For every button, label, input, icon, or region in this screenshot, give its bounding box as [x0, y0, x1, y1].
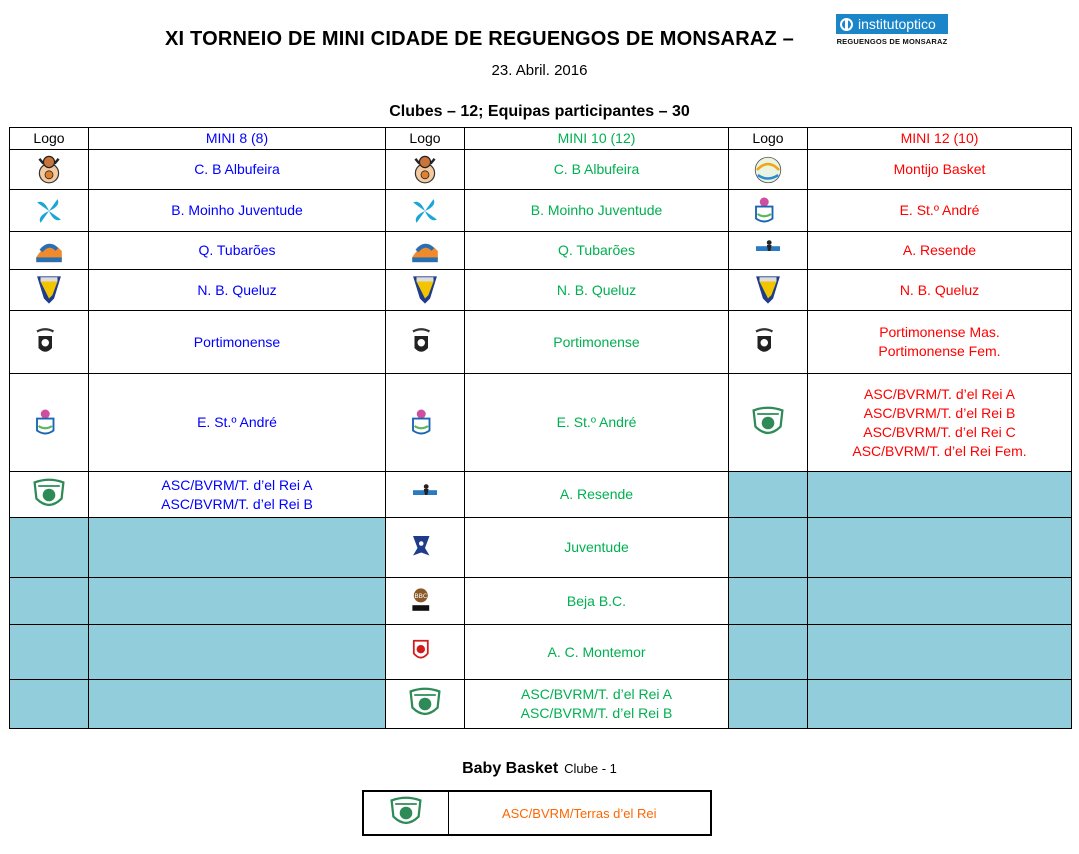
logo-cell [386, 472, 465, 518]
queluz-icon [751, 281, 785, 297]
logo-cell [729, 270, 808, 311]
team-name: B. Moinho Juventude [530, 202, 663, 218]
logo-cell [386, 190, 465, 232]
logo-cell [729, 625, 808, 680]
logo-cell [10, 578, 89, 625]
table-row [10, 311, 1072, 374]
logo-cell [10, 680, 89, 729]
table-row [10, 680, 1072, 729]
team-name: E. St.º André [556, 414, 637, 430]
team-name: N. B. Queluz [899, 281, 980, 298]
team-cell [89, 625, 386, 680]
team-name: C. B Albufeira [553, 161, 640, 177]
team-name: A. C. Montemor [547, 643, 646, 660]
team-name: ASC/BVRM/T. d’el Rei Fem. [852, 442, 1027, 459]
baby-basket-heading: Baby Basket Clube - 1 [462, 760, 617, 777]
team-cell [808, 190, 1072, 232]
resende-icon [746, 241, 790, 257]
portimonense-icon [34, 333, 64, 349]
team-name: ASC/BVRM/T. d’el Rei A [521, 686, 672, 702]
team-name: ASC/BVRM/T. d’el Rei A [864, 385, 1015, 402]
team-name: Montijo Basket [893, 161, 986, 177]
logo-cell [386, 150, 465, 190]
header-logo: Logo [386, 128, 465, 150]
team-cell [89, 472, 386, 518]
team-cell [89, 578, 386, 625]
team-cell [465, 374, 729, 472]
queluz-icon [32, 281, 66, 297]
table-row [10, 625, 1072, 680]
team-cell [808, 518, 1072, 578]
team-cell [465, 270, 729, 311]
team-cell [808, 578, 1072, 625]
asc-icon [407, 695, 443, 711]
team-cell [465, 150, 729, 190]
logo-cell [386, 232, 465, 270]
team-cell [808, 472, 1072, 518]
team-name: E. St.º André [899, 202, 980, 218]
table-row [10, 518, 1072, 578]
team-name: A. Resende [902, 242, 977, 258]
logo-cell [386, 374, 465, 472]
montemor-icon [411, 643, 439, 659]
institutoptico-logo-icon [840, 18, 853, 31]
institutoptico-logo: institutoptico REGUENGOS DE MONSARAZ [836, 16, 948, 46]
team-name: ASC/BVRM/T. d’el Rei C [863, 423, 1016, 440]
team-name: Portimonense [553, 333, 640, 350]
beja-icon [411, 592, 439, 608]
logo-cell [729, 311, 808, 374]
team-cell [808, 680, 1072, 729]
logo-cell [729, 150, 808, 190]
team-name: Q. Tubarões [198, 242, 276, 258]
logo-cell [10, 270, 89, 311]
page-title: XI TORNEIO DE MINI CIDADE DE REGUENGOS DE MONSARAZ – [165, 28, 794, 50]
event-date: 23. Abril. 2016 [491, 62, 588, 79]
logo-cell [10, 472, 89, 518]
logo-cell [729, 518, 808, 578]
logo-cell [386, 270, 465, 311]
asc-icon [750, 413, 786, 429]
logo-cell [10, 518, 89, 578]
logo-cell [729, 232, 808, 270]
logo-cell [386, 578, 465, 625]
clubs-summary: Clubes – 12; Equipas participantes – 30 [389, 103, 690, 120]
svg-text:BBC: BBC [414, 593, 428, 601]
team-name: Portimonense Fem. [878, 343, 1001, 359]
team-name: Q. Tubarões [557, 242, 636, 258]
team-cell [808, 232, 1072, 270]
team-cell [89, 311, 386, 374]
team-name: A. Resende [559, 486, 634, 502]
logo-cell [10, 190, 89, 232]
team-cell [465, 232, 729, 270]
team-cell [89, 518, 386, 578]
team-cell [465, 518, 729, 578]
resende-icon [403, 485, 447, 501]
team-cell [89, 374, 386, 472]
team-name: B. Moinho Juventude [171, 202, 303, 218]
portimonense-icon [753, 333, 783, 349]
team-cell [465, 578, 729, 625]
team-name: Portimonense [193, 333, 281, 350]
tubaroes-icon [405, 241, 445, 257]
moinho-icon [30, 201, 68, 217]
team-cell [89, 232, 386, 270]
standre-icon [410, 413, 440, 429]
asc-icon [31, 485, 67, 501]
albufeira-icon [33, 160, 65, 176]
portimonense-icon [410, 333, 440, 349]
team-cell [808, 270, 1072, 311]
team-cell [465, 311, 729, 374]
tubaroes-icon [29, 241, 69, 257]
logo-cell [10, 232, 89, 270]
logo-cell [729, 578, 808, 625]
team-cell [89, 680, 386, 729]
team-cell [808, 374, 1072, 472]
team-name: C. B Albufeira [194, 161, 280, 177]
header-mini10: MINI 10 (12) [465, 128, 729, 150]
standre-icon [753, 201, 783, 217]
team-name: N. B. Queluz [556, 281, 637, 298]
logo-cell [386, 625, 465, 680]
logo-cell [729, 472, 808, 518]
table-row [10, 190, 1072, 232]
logo-cell [386, 518, 465, 578]
baby-team-name: ASC/BVRM/Terras d’el Rei [448, 791, 711, 835]
logo-cell [386, 311, 465, 374]
team-cell [808, 625, 1072, 680]
baby-basket-table [362, 790, 712, 836]
header-mini12: MINI 12 (10) [808, 128, 1072, 150]
table-row [10, 150, 1072, 190]
table-row [363, 791, 711, 835]
table-row [10, 472, 1072, 518]
team-cell [89, 190, 386, 232]
logo-cell [10, 311, 89, 374]
montijo-icon [751, 160, 785, 176]
team-name: Juventude [564, 539, 629, 555]
team-name: Beja B.C. [566, 592, 627, 609]
logo-cell [10, 625, 89, 680]
team-cell [89, 270, 386, 311]
asc-icon [388, 804, 424, 819]
teams-table [9, 127, 1072, 729]
logo-cell [729, 680, 808, 729]
team-name: ASC/BVRM/T. d’el Rei B [520, 705, 673, 721]
team-name: N. B. Queluz [197, 281, 277, 298]
team-name: ASC/BVRM/T. d’el Rei B [161, 495, 313, 512]
table-row [10, 578, 1072, 625]
team-cell [89, 150, 386, 190]
team-name: Portimonense Mas. [879, 324, 1000, 340]
queluz-icon [408, 281, 442, 297]
header-mini8: MINI 8 (8) [89, 128, 386, 150]
juventude-icon [410, 538, 440, 554]
team-cell [465, 625, 729, 680]
team-cell [808, 311, 1072, 374]
team-cell [465, 680, 729, 729]
albufeira-icon [409, 160, 441, 176]
moinho-icon [406, 201, 444, 217]
logo-cell [10, 150, 89, 190]
team-name: ASC/BVRM/T. d’el Rei A [161, 476, 313, 493]
logo-cell [10, 374, 89, 472]
logo-cell [729, 374, 808, 472]
team-name: ASC/BVRM/T. d’el Rei B [863, 404, 1016, 421]
team-name: E. St.º André [197, 414, 277, 430]
logo-cell [729, 190, 808, 232]
table-row [10, 374, 1072, 472]
table-row [10, 270, 1072, 311]
team-cell [465, 190, 729, 232]
team-cell [808, 150, 1072, 190]
team-cell [465, 472, 729, 518]
table-row [10, 232, 1072, 270]
header-logo: Logo [729, 128, 808, 150]
standre-icon [34, 413, 64, 429]
logo-cell [363, 791, 448, 835]
header-logo: Logo [10, 128, 89, 150]
logo-cell [386, 680, 465, 729]
table-header-row [10, 128, 1072, 150]
